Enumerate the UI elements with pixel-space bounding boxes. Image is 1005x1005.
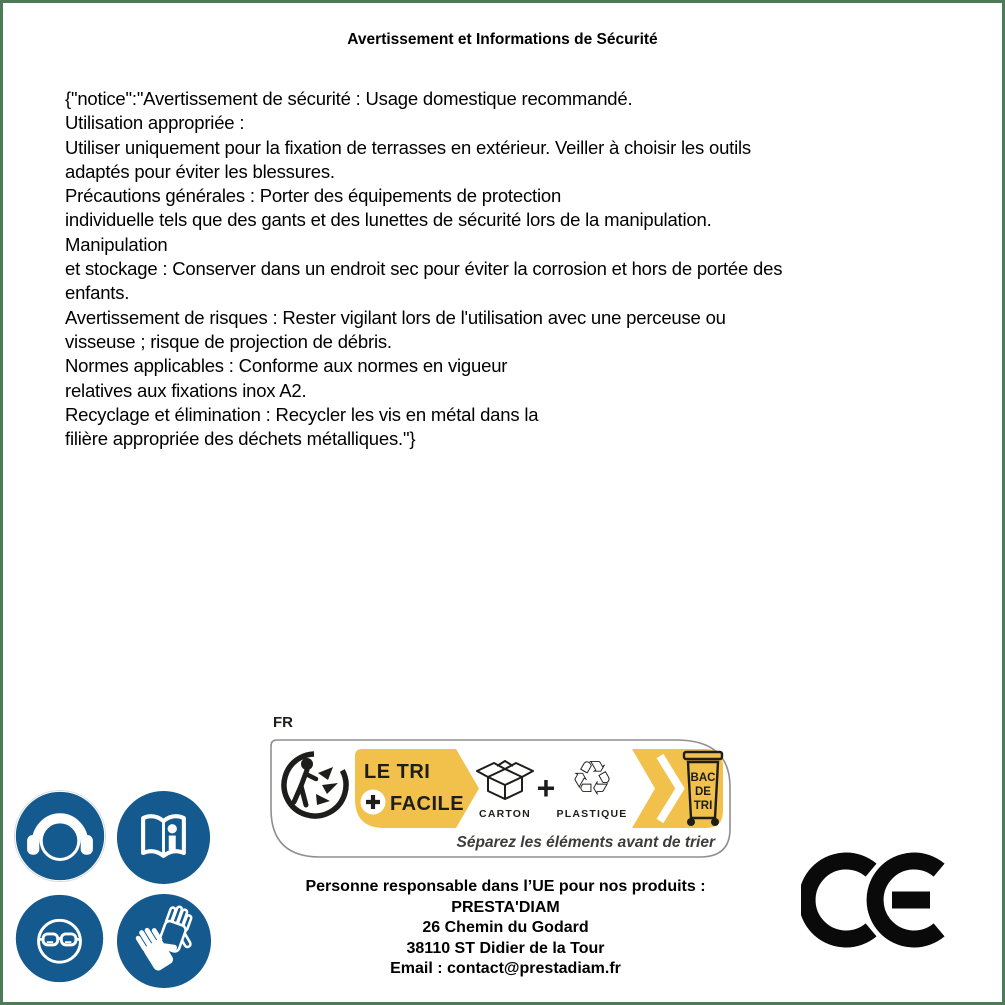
notice-line: enfants.	[65, 282, 130, 304]
notice-line: visseuse ; risque de projection de débris.	[65, 330, 392, 352]
responsible-person-line: 26 Chemin du Godard	[422, 919, 589, 936]
sorting-bin-icon	[684, 752, 722, 826]
bin-label-line2: DE	[695, 786, 711, 798]
notice-line: adaptés pour éviter les blessures.	[65, 160, 335, 182]
plastic-recycling-icon: ♲	[570, 753, 614, 806]
recycling-sorting-label	[270, 739, 731, 863]
ce-mark-icon	[801, 850, 953, 950]
notice-line: relatives aux fixations inox A2.	[65, 379, 307, 401]
notice-line: et stockage : Conserver dans un endroit sec pour éviter la corrosion et hors de portée des	[65, 258, 783, 280]
label-footer-text: Séparez les éléments avant de trier	[456, 834, 715, 851]
notice-line: {"notice":"Avertissement de sécurité : Usage domestique recommandé.	[65, 88, 633, 109]
bin-label-line3: TRI	[693, 800, 713, 812]
notice-line: filière appropriée des déchets métalliques."}	[65, 428, 416, 450]
carton-label: CARTON	[479, 808, 531, 820]
materials-plus-sign: +	[536, 770, 556, 806]
recycling-label-graphic	[270, 739, 731, 858]
notice-line: Utilisation appropriée :	[65, 112, 245, 134]
safety-notice-text	[65, 87, 895, 451]
responsible-person-line: Email : contact@prestadiam.fr	[390, 960, 621, 977]
wear-ear-protection-icon	[13, 789, 107, 883]
notice-line: Utiliser uniquement pour la fixation de terrasses en extérieur. Veiller à choisir les outils	[65, 136, 751, 158]
read-instruction-manual-icon	[115, 789, 212, 886]
bin-label-line1: BAC	[690, 772, 716, 784]
notice-line: individuelle tels que des gants et des lunettes de sécurité lors de la manipulation.	[65, 209, 712, 231]
country-code-label: FR	[273, 714, 293, 731]
responsible-person-line: PRESTA'DIAM	[451, 898, 560, 916]
plastique-label: PLASTIQUE	[556, 808, 628, 820]
page-title: Avertissement et Informations de Sécurité	[347, 31, 658, 48]
notice-line: Normes applicables : Conforme aux normes en vigueur	[65, 355, 508, 377]
notice-line: Recyclage et élimination : Recycler les vis en métal dans la	[65, 403, 539, 425]
tri-facile-line1: LE TRI	[364, 761, 431, 783]
notice-line: Avertissement de risques : Rester vigilant lors de l'utilisation avec une perceuse ou	[65, 306, 726, 328]
notice-line: Précautions générales : Porter des équipements de protection	[65, 185, 562, 207]
tri-facile-line2: FACILE	[390, 793, 465, 815]
responsible-person-line: Personne responsable dans l’UE pour nos produits :	[305, 878, 706, 895]
notice-line: Manipulation	[65, 233, 168, 255]
responsible-person-line: 38110 ST Didier de la Tour	[406, 939, 605, 957]
